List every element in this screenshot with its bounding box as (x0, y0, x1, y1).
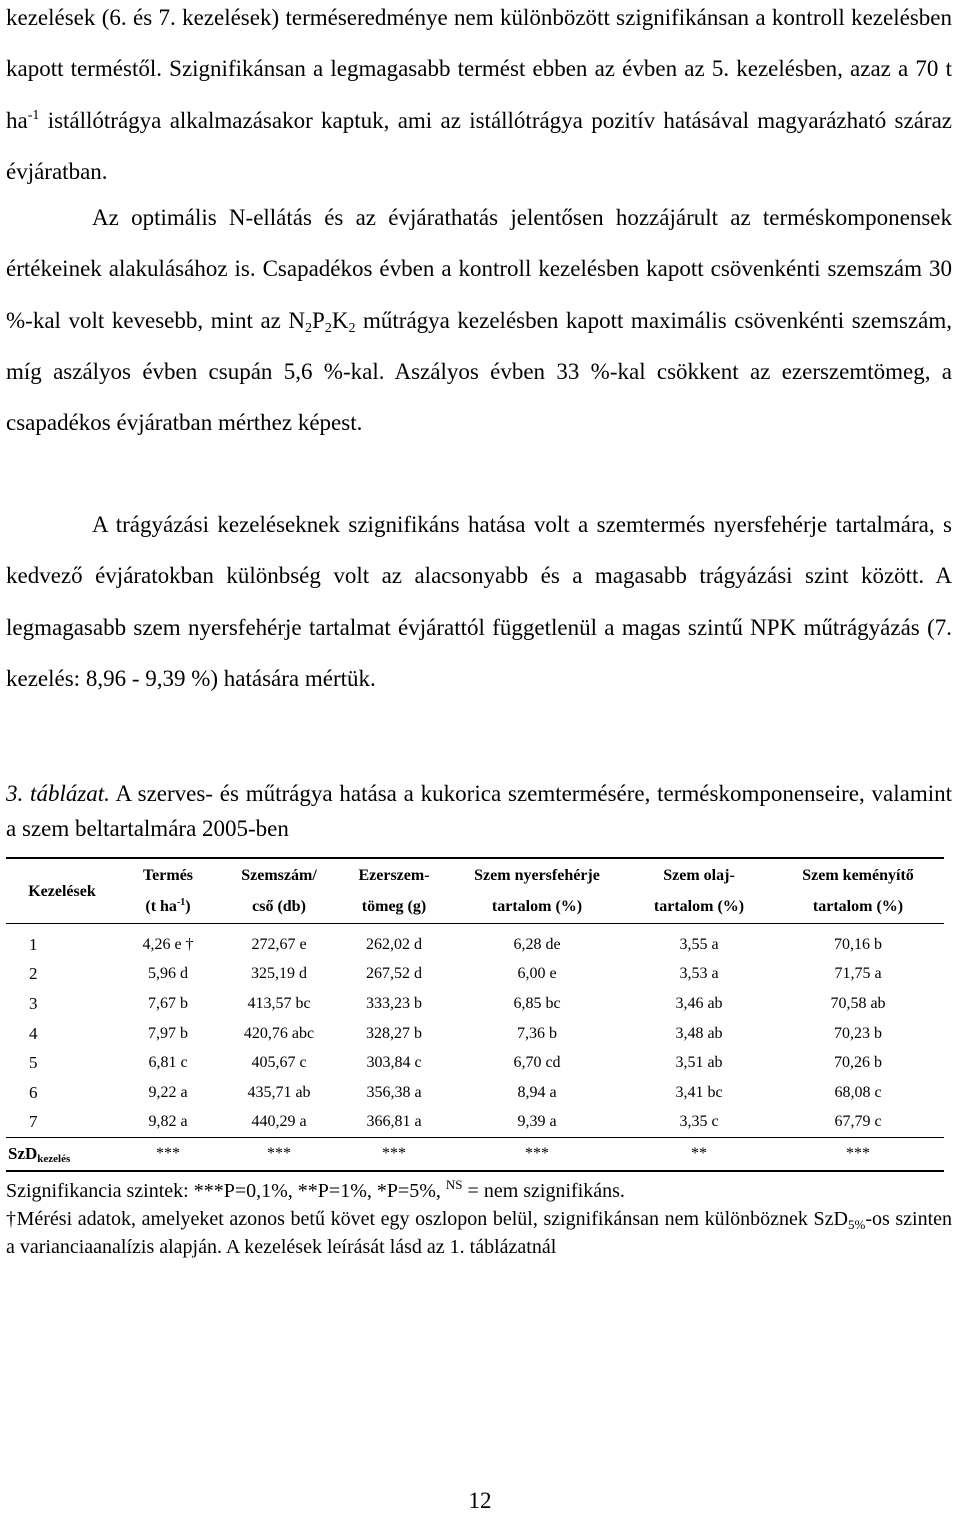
table-cell: ** (626, 1138, 772, 1172)
table-cell: 9,22 a (148, 1083, 188, 1101)
table-cell: 70,58 ab (830, 994, 886, 1012)
paragraph-text: műtrágya kezelésben kapott maximális csövenkénti szemszám, míg aszályos évben csupán 5,6 %-kal. Aszályos évben 33 %-kal csökkent az ezerszemtömeg, a csapadékos évjáratban mérthez képest. (6, 307, 952, 436)
table-caption-label: 3. táblázat. (6, 781, 110, 806)
table-cell: 2 (29, 964, 38, 984)
table-cell: 3,55 a (679, 935, 719, 953)
table-cell: 6,70 cd (513, 1054, 561, 1072)
paragraph-text: K (331, 307, 349, 333)
table-cell: 4 (29, 1023, 38, 1043)
table-cell: 328,27 b (366, 1024, 422, 1042)
table-header-row (6, 858, 944, 924)
table-cell: 366,81 a (366, 1113, 422, 1131)
header-nyersfeherje: Szem nyersfehérje tartalom (%) (448, 858, 626, 924)
table-cell: 7,97 b (148, 1024, 188, 1042)
table-cell: 6,85 bc (513, 994, 561, 1012)
table-cell: 303,84 c (366, 1054, 422, 1072)
table-cell: *** (772, 1138, 944, 1172)
table-cell: 3,35 c (679, 1113, 719, 1131)
table-cell: 70,23 b (834, 1024, 882, 1042)
table-cell: 262,02 d (366, 935, 422, 953)
table-caption (6, 776, 952, 846)
table-cell: 413,57 bc (247, 994, 311, 1012)
table-cell: 7,67 b (148, 994, 188, 1012)
table-cell: 9,39 a (517, 1113, 557, 1131)
paragraph-text: kezelések (6. és 7. kezelések) terméseredménye nem különbözött szignifikánsan a kontroll kezelésben kapott terméstől. Szignifikánsan a legmagasabb termést ebben az évben az 5. kezelésben, azaz a 70 t ha (6, 5, 952, 133)
table-cell: 4,26 e † (142, 935, 194, 953)
paragraph-text: P (312, 307, 325, 333)
table-row (6, 1108, 944, 1138)
table-cell: 68,08 c (834, 1083, 882, 1101)
table-cell: 6 (29, 1082, 38, 1102)
table-cell: 333,23 b (366, 994, 422, 1012)
table-cell: 3,46 ab (675, 994, 723, 1012)
header-ezerszemtomeg: Ezerszem- tömeg (g) (340, 858, 448, 924)
table-cell: 3,48 ab (675, 1024, 723, 1042)
table-cell: *** (448, 1138, 626, 1172)
table-cell: 70,26 b (834, 1054, 882, 1072)
table-cell: *** (118, 1138, 218, 1172)
table-cell: 3,51 ab (675, 1054, 723, 1072)
table-cell: 70,16 b (834, 935, 882, 953)
table-cell: 7 (29, 1112, 38, 1132)
paragraph-text: Az optimális N-ellátás és az évjárathatás jelentősen hozzájárult az terméskomponensek értékeinek alakulásához is. Csapadékos évben a kontroll kezelésben kapott csövenkénti szemszám 30 %-kal volt kevesebb, mint az N (6, 205, 952, 333)
paragraph-yield-results (6, 0, 952, 197)
table-cell: 67,79 c (834, 1113, 882, 1131)
superscript: -1 (27, 107, 40, 123)
subscript: 2 (348, 320, 356, 336)
table-row (6, 960, 944, 990)
szd-label: SzD$_{kezelés}$ (6, 1138, 118, 1172)
table-cell: *** (218, 1138, 340, 1172)
table-cell: 6,00 e (517, 965, 557, 983)
table-cell: 435,71 ab (247, 1083, 311, 1101)
table-cell: 420,76 abc (243, 1024, 315, 1042)
header-termes: Termés (t $ha^{-1}$) (118, 858, 218, 924)
table-row (6, 1078, 944, 1108)
table-cell: 71,75 a (834, 965, 882, 983)
header-szemszam: Szemszám/ cső (db) (218, 858, 340, 924)
table-cell: 1 (29, 934, 38, 954)
table-cell: 3 (29, 993, 38, 1013)
table-row (6, 989, 944, 1019)
paragraph-protein-content (6, 499, 952, 704)
header-olaj: Szem olaj- tartalom (%) (626, 858, 772, 924)
results-table (6, 857, 944, 1172)
table-cell: 272,67 e (251, 935, 307, 953)
table-cell: 356,38 a (366, 1083, 422, 1101)
subscript: 2 (305, 320, 313, 336)
table-cell: 267,52 d (366, 965, 422, 983)
paragraph-text: istállótrágya alkalmazásakor kaptuk, ami az istállótrágya pozitív hatásával magyarázható száraz évjáratban. (6, 107, 952, 184)
table-row (6, 1019, 944, 1049)
table-cell: *** (340, 1138, 448, 1172)
table-cell: 6,81 c (148, 1054, 188, 1072)
table-cell: 3,41 bc (675, 1083, 723, 1101)
page-number: 12 (468, 1488, 492, 1513)
table-cell: 6,28 de (513, 935, 561, 953)
subscript: 2 (324, 320, 332, 336)
table-cell: 8,94 a (517, 1083, 557, 1101)
footnote-letters: †Mérési adatok, amelyeket azonos betű követ egy oszlopon belül, szignifikánsan nem különböznek SzD$_{5\%}$-os szinten a varianciaanalízis alapján. A kezelések leírását lásd az 1. táblázatnál (6, 1208, 953, 1258)
table-caption-text: A szerves- és műtrágya hatása a kukorica szemtermésére, terméskomponenseire, valamint a szem beltartalmára 2005-ben (6, 781, 953, 841)
table-cell: 5,96 d (148, 965, 188, 983)
table-cell: 3,53 a (679, 965, 719, 983)
table-cell: 405,67 c (251, 1054, 307, 1072)
table-cell: 5 (29, 1053, 38, 1073)
table-cell: 7,36 b (517, 1024, 557, 1042)
header-kezelesek: Kezelések (6, 858, 118, 924)
header-kemenyito: Szem keményítő tartalom (%) (772, 858, 944, 924)
table-row (6, 1048, 944, 1078)
paragraph-yield-components (6, 192, 952, 448)
table-cell: 325,19 d (251, 965, 307, 983)
table-row-szd (6, 1138, 944, 1172)
footnote-significance: Szignifikancia szintek: ***P=0,1%, **P=1%, *P=5%, $^{NS}$ = nem szignifikáns. (6, 1177, 625, 1202)
table-cell: 440,29 a (251, 1113, 307, 1131)
table-row (6, 924, 944, 960)
paragraph-text: A trágyázási kezeléseknek szignifikáns hatása volt a szemtermés nyersfehérje tartalmára, s kedvező évjáratokban különbség volt az alacsonyabb és a magasabb trágyázási szint között. A legmagasabb szem nyersfehérje tartalmat évjárattól függetlenül a magas szintű NPK műtrágyázás (7. kezelés: 8,96 - 9,39 %) hatására mértük. (6, 512, 952, 691)
table-cell: 9,82 a (148, 1113, 188, 1131)
